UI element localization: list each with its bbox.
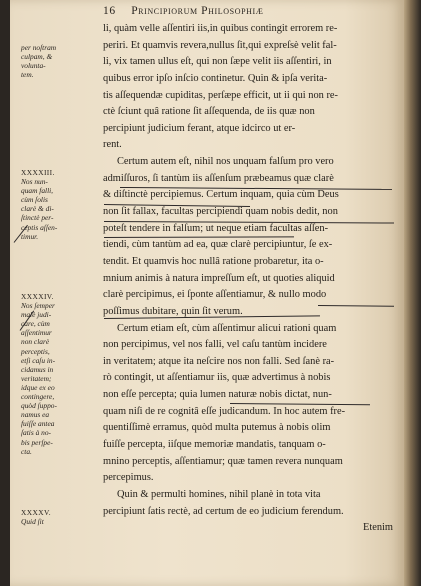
margin-note-1 — [21, 43, 101, 79]
margin-note-line: ſtinctè per- — [21, 213, 54, 223]
text-line: admiſſuros, ſi tantùm iis aſſenſum præbeamus quæ clarè — [103, 172, 334, 184]
margin-note-line: aſſentimur — [21, 328, 52, 338]
running-header — [103, 5, 393, 21]
text-line: percipiunt judicium ferant, atque idcirco ut er- — [103, 122, 296, 134]
text-line: quentiſſimè erramus, quòd multa putemus à nobis olim — [103, 422, 331, 434]
article-number: XXXXIII. — [21, 168, 55, 177]
text-line: quibus error ipſo inſcio continetur. Quin & ipſa verita- — [103, 72, 328, 84]
text-line: tendit. Et quamvis hoc nullâ ratione probaretur, ita o- — [103, 255, 324, 267]
text-line: non percipimus, vel nos falli, vel caſu tantùm incidere — [103, 339, 327, 351]
text-line: & diſtinctè percipiemus. Certum inquam, quia cùm Deus — [103, 189, 339, 201]
margin-note-line: non clarè — [21, 337, 50, 347]
text-line: tis aſſequendæ cupiditas, perſæpe efficit, ut ii qui non re- — [103, 89, 338, 101]
text-line: rò contingit, ut aſſentiamur iis, quæ advertimus à nobis — [103, 372, 331, 384]
margin-note-line: veritatem; — [21, 373, 52, 383]
catchword: Etenim — [362, 522, 393, 534]
margin-note-line: clarè & di- — [21, 204, 54, 214]
margin-note-line: Quid ſit — [21, 517, 44, 527]
text-line: ctè ſciunt quâ ratione ſit aſſequenda, de iis quæ non — [103, 106, 315, 118]
text-line: non ſit fallax, facultas percipiendi quam nobis dedit, non — [103, 206, 338, 218]
paragraph-start-line: Quin & permulti homines, nihil planè in tota vita — [117, 488, 321, 500]
text-line: rent. — [103, 139, 122, 151]
text-line: fuiſſe percepta, iiſque memoriæ mandatis, tanquam o- — [103, 439, 326, 451]
margin-note-45 — [21, 508, 101, 526]
text-line: in veritatem; atque ita neſcire nos non falli. Sed ſanè ra- — [103, 355, 335, 367]
margin-note-line: volunta- — [21, 61, 46, 71]
text-line: mnium animis à natura impreſſum eſt, ut quoties aliquid — [103, 272, 335, 284]
margin-note-line: care, cùm — [21, 319, 50, 329]
margin-note-line: ceptis aſſen- — [21, 222, 58, 232]
margin-note-line: etſi caſu in- — [21, 355, 56, 365]
page-edge-shadow — [404, 0, 421, 586]
text-line: non eſſe percepta; quia lumen naturæ nobis dictat, nun- — [103, 389, 332, 401]
margin-note-line: quòd ſuppo- — [21, 401, 57, 411]
margin-note-line: quam falli, — [21, 186, 54, 196]
margin-note-line: Nos nun- — [21, 177, 48, 187]
text-line: mnino perceptis, aſſentiamur; quæ tamen revera nunquam — [103, 455, 343, 467]
text-line: percepimus. — [103, 472, 154, 484]
text-line: li, vix tamen ullus eſt, qui non ſæpe velit iis aſſentiri, in — [103, 56, 332, 68]
text-line: tiendi, cùm tantùm ad ea, quæ clarè percipiuntur, ſe ex- — [103, 239, 333, 251]
margin-note-line: tem. — [21, 70, 34, 80]
margin-note-line: contingere, — [21, 392, 55, 402]
text-line: quam niſi de re cognitâ eſſe judicandum. In hoc autem fre- — [103, 405, 346, 417]
margin-note-43 — [21, 168, 101, 241]
margin-note-line: cùm ſolis — [21, 195, 48, 205]
margin-note-line: Nos ſemper — [21, 301, 55, 311]
text-line: poſſimus dubitare, quin ſit verum. — [103, 305, 243, 317]
text-line: periri. Et quamvis revera,nullus ſit,qui expreſsè velit fal- — [103, 39, 337, 51]
margin-note-line: malè judi- — [21, 310, 52, 320]
margin-note-line: timur. — [21, 231, 39, 241]
running-title: Principiorum Philosophiæ — [131, 5, 264, 17]
margin-note-line: fuiſſe antea — [21, 419, 55, 429]
paragraph-start-line: Certum etiam eſt, cùm aſſentimur alicui rationi quam — [117, 322, 337, 334]
margin-note-line: per noſtram — [21, 43, 57, 52]
margin-note-44 — [21, 292, 101, 456]
text-line: percipiunt ſatis rectè, ad certum de eo judicium ferendum. — [103, 505, 344, 517]
margin-note-line: bis perſpe- — [21, 437, 53, 447]
article-number: XXXXIV. — [21, 292, 54, 301]
margin-note-line: ſatis à no- — [21, 428, 51, 438]
main-text-block — [103, 21, 395, 537]
paragraph-start-line: Certum autem eſt, nihil nos unquam falſum pro vero — [117, 156, 334, 168]
margin-note-line: namus ea — [21, 410, 50, 420]
margin-note-line: perceptis, — [21, 346, 50, 356]
page-number: 16 — [103, 5, 116, 17]
article-number: XXXXV. — [21, 508, 51, 517]
margin-note-line: cidamus in — [21, 364, 54, 374]
text-line: li, quàm velle aſſentiri iis,in quibus contingit errorem re- — [103, 23, 338, 34]
text-line: poteſt tendere in falſum; ut neque etiam facultas aſſen- — [103, 222, 329, 234]
margin-note-line: cta. — [21, 446, 32, 456]
margin-note-line: culpam, & — [21, 52, 53, 62]
margin-note-line: idque ex eo — [21, 382, 55, 392]
text-line: clarè percipimus, ei ſponte aſſentiamur, & nullo modo — [103, 289, 327, 301]
